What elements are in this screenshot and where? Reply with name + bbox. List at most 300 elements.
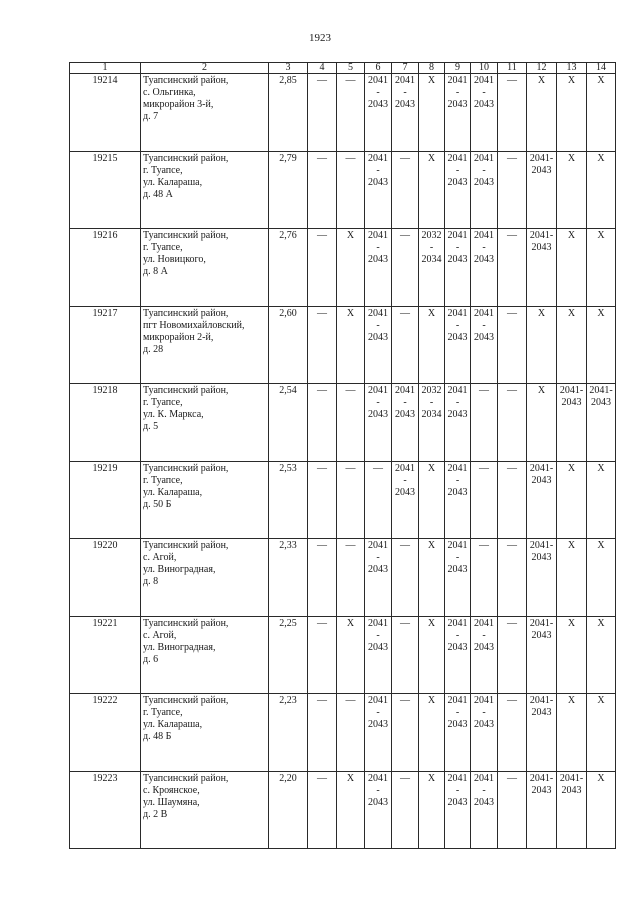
- address-line: ул. Калараша,: [143, 719, 203, 730]
- column-header-7: 7: [392, 63, 419, 74]
- table-row: [70, 74, 616, 152]
- value-cell-col-9: [445, 461, 471, 539]
- address-line: Туапсинский район,: [143, 75, 229, 86]
- value-line: —: [507, 617, 517, 629]
- value-line: —: [507, 152, 517, 164]
- value-cell-col-13: [557, 616, 587, 694]
- value-line: 2041-: [474, 230, 494, 253]
- value-cell-col-14: [587, 539, 616, 617]
- value-cell-col-10: [471, 694, 498, 772]
- value-line: —: [373, 462, 383, 474]
- value-cell-col-7: [392, 306, 419, 384]
- value-cell-col-14: [587, 229, 616, 307]
- row-number: 19217: [70, 306, 141, 384]
- value-line: 2043: [395, 99, 415, 110]
- header-row: [70, 63, 616, 74]
- value-cell-col-11: [498, 306, 527, 384]
- address-cell: [141, 616, 269, 694]
- value-line: 2041-: [368, 540, 388, 563]
- value-line: 2043: [531, 242, 552, 253]
- area-cell: 2,33: [269, 539, 308, 617]
- value-line: 2041-: [447, 772, 468, 796]
- value-cell-col-6: [365, 539, 392, 617]
- value-line: —: [400, 772, 410, 784]
- column-header-10: 10: [471, 63, 498, 74]
- value-line: 2041-: [447, 540, 468, 563]
- area-cell: 2,53: [269, 461, 308, 539]
- address-line: микрорайон 3-й,: [143, 99, 214, 110]
- value-line: —: [317, 152, 327, 164]
- value-line: 2043: [368, 796, 388, 808]
- value-line: 2043: [531, 474, 552, 486]
- value-line: 2041-: [368, 385, 388, 408]
- value-cell-col-13: [557, 539, 587, 617]
- value-line: 2041-: [474, 152, 494, 176]
- value-line: 2043: [447, 99, 468, 110]
- value-line: —: [317, 462, 327, 474]
- value-line: X: [597, 75, 605, 86]
- value-cell-col-10: [471, 616, 498, 694]
- value-cell-col-11: [498, 694, 527, 772]
- value-cell-col-12: [527, 306, 557, 384]
- value-line: 2043: [368, 254, 388, 265]
- address-cell: [141, 151, 269, 229]
- value-line: —: [400, 152, 410, 164]
- address-line: ул. Калараша,: [143, 176, 203, 188]
- address-line: ул. Виноградная,: [143, 641, 216, 653]
- value-line: —: [345, 462, 356, 474]
- address-line: микрорайон 2-й,: [143, 331, 214, 343]
- registry-table: [69, 62, 616, 849]
- value-cell-col-8: [419, 74, 445, 152]
- value-cell-col-7: [392, 461, 419, 539]
- value-cell-col-10: [471, 539, 498, 617]
- address-cell: [141, 384, 269, 462]
- value-line: X: [597, 540, 605, 551]
- value-cell-col-4: [308, 771, 337, 849]
- value-cell-col-5: [337, 151, 365, 229]
- value-line: —: [317, 540, 327, 551]
- area-cell: 2,85: [269, 74, 308, 152]
- value-cell-col-14: [587, 74, 616, 152]
- address-line: ул. Шаумяна,: [143, 796, 200, 808]
- value-cell-col-12: [527, 539, 557, 617]
- value-line: —: [345, 385, 356, 396]
- table-row: [70, 616, 616, 694]
- value-line: —: [507, 695, 517, 706]
- value-cell-col-6: [365, 384, 392, 462]
- table-row: [70, 151, 616, 229]
- table-row: [70, 384, 616, 462]
- value-cell-col-14: [587, 461, 616, 539]
- value-cell-col-14: [587, 616, 616, 694]
- value-cell-col-13: [557, 384, 587, 462]
- value-cell-col-5: [337, 74, 365, 152]
- row-number: 19215: [70, 151, 141, 229]
- value-line: 2041-: [447, 695, 468, 718]
- address-line: Туапсинский район,: [143, 617, 229, 629]
- value-cell-col-12: [527, 694, 557, 772]
- address-line: Туапсинский район,: [143, 695, 229, 706]
- value-line: 2043: [447, 409, 468, 420]
- address-cell: [141, 539, 269, 617]
- value-cell-col-10: [471, 461, 498, 539]
- value-line: 2043: [368, 331, 388, 343]
- value-line: X: [567, 462, 576, 474]
- value-line: X: [427, 617, 436, 629]
- value-cell-col-8: [419, 461, 445, 539]
- value-cell-col-7: [392, 151, 419, 229]
- address-line: ул. Виноградная,: [143, 564, 216, 575]
- value-cell-col-12: [527, 771, 557, 849]
- column-header-12: 12: [527, 63, 557, 74]
- address-cell: [141, 229, 269, 307]
- value-line: —: [317, 695, 327, 706]
- value-line: 2043: [474, 796, 494, 808]
- value-cell-col-5: [337, 616, 365, 694]
- value-cell-col-9: [445, 771, 471, 849]
- value-cell-col-13: [557, 771, 587, 849]
- row-number: 19221: [70, 616, 141, 694]
- value-cell-col-7: [392, 539, 419, 617]
- row-number: 19216: [70, 229, 141, 307]
- value-line: X: [346, 617, 355, 629]
- value-line: X: [537, 75, 546, 86]
- value-line: 2043: [447, 641, 468, 653]
- row-number: 19222: [70, 694, 141, 772]
- value-line: 2041-: [368, 75, 388, 98]
- value-line: 2041-: [559, 385, 584, 396]
- value-line: X: [427, 152, 436, 164]
- address-line: г. Туапсе,: [143, 164, 183, 176]
- value-cell-col-4: [308, 229, 337, 307]
- value-cell-col-4: [308, 539, 337, 617]
- value-cell-col-11: [498, 771, 527, 849]
- value-line: —: [507, 385, 517, 396]
- value-line: 2043: [474, 331, 494, 343]
- address-line: д. 6: [143, 653, 159, 665]
- area-cell: 2,79: [269, 151, 308, 229]
- value-cell-col-14: [587, 694, 616, 772]
- value-cell-col-11: [498, 384, 527, 462]
- table-row: [70, 461, 616, 539]
- value-cell-col-6: [365, 694, 392, 772]
- value-cell-col-8: [419, 306, 445, 384]
- value-line: 2041-: [368, 695, 388, 718]
- value-line: 2041-: [447, 307, 468, 331]
- value-cell-col-13: [557, 151, 587, 229]
- column-header-13: 13: [557, 63, 587, 74]
- area-cell: 2,54: [269, 384, 308, 462]
- value-line: 2041-: [447, 230, 468, 253]
- address-line: д. 28: [143, 343, 164, 355]
- value-cell-col-5: [337, 461, 365, 539]
- value-line: 2041-: [447, 617, 468, 641]
- value-line: 2041-: [474, 695, 494, 718]
- value-line: 2043: [561, 784, 582, 796]
- address-line: ул. Калараша,: [143, 486, 203, 498]
- address-line: с. Ольгинка,: [143, 87, 196, 98]
- value-line: X: [567, 230, 576, 241]
- value-line: 2043: [447, 331, 468, 343]
- value-line: 2041-: [474, 617, 494, 641]
- value-line: 2041-: [395, 75, 415, 98]
- value-cell-col-11: [498, 74, 527, 152]
- value-line: X: [346, 307, 355, 319]
- value-line: 2041-: [474, 75, 494, 98]
- row-number: 19220: [70, 539, 141, 617]
- address-line: д. 50 Б: [143, 498, 172, 510]
- address-line: д. 8: [143, 576, 159, 587]
- value-line: 2043: [368, 99, 388, 110]
- value-cell-col-10: [471, 771, 498, 849]
- value-cell-col-11: [498, 539, 527, 617]
- value-cell-col-13: [557, 229, 587, 307]
- value-cell-col-7: [392, 229, 419, 307]
- table-row: [70, 694, 616, 772]
- address-line: г. Туапсе,: [143, 474, 183, 486]
- value-line: —: [317, 230, 327, 241]
- table-row: [70, 539, 616, 617]
- value-cell-col-5: [337, 384, 365, 462]
- value-line: 2041-: [529, 772, 554, 784]
- value-cell-col-8: [419, 539, 445, 617]
- column-header-2: 2: [141, 63, 269, 74]
- value-cell-col-5: [337, 229, 365, 307]
- value-line: 2041-: [529, 462, 554, 474]
- value-cell-col-8: [419, 229, 445, 307]
- value-line: X: [537, 385, 546, 396]
- value-line: 2043: [531, 629, 552, 641]
- value-line: 2043: [447, 719, 468, 730]
- address-line: г. Туапсе,: [143, 242, 183, 253]
- value-cell-col-13: [557, 74, 587, 152]
- address-line: д. 8 А: [143, 266, 168, 277]
- value-cell-col-6: [365, 151, 392, 229]
- value-line: 2041-: [529, 695, 554, 706]
- value-line: —: [345, 540, 356, 551]
- column-header-5: 5: [337, 63, 365, 74]
- value-line: —: [400, 695, 410, 706]
- value-line: X: [597, 152, 605, 164]
- value-cell-col-11: [498, 616, 527, 694]
- value-line: 2041-: [447, 462, 468, 486]
- value-cell-col-10: [471, 306, 498, 384]
- value-cell-col-4: [308, 384, 337, 462]
- value-line: X: [597, 462, 605, 474]
- area-cell: 2,23: [269, 694, 308, 772]
- value-line: —: [479, 385, 489, 396]
- value-cell-col-4: [308, 694, 337, 772]
- value-line: X: [346, 772, 355, 784]
- value-line: —: [507, 75, 517, 86]
- value-cell-col-8: [419, 616, 445, 694]
- table-row: [70, 771, 616, 849]
- column-header-6: 6: [365, 63, 392, 74]
- value-cell-col-10: [471, 151, 498, 229]
- value-line: X: [537, 307, 546, 319]
- address-line: д. 48 Б: [143, 731, 172, 742]
- value-line: X: [567, 617, 576, 629]
- value-cell-col-14: [587, 384, 616, 462]
- address-line: Туапсинский район,: [143, 152, 229, 164]
- value-line: 2041-: [447, 75, 468, 98]
- value-cell-col-14: [587, 306, 616, 384]
- value-cell-col-4: [308, 151, 337, 229]
- value-line: —: [479, 462, 489, 474]
- value-cell-col-6: [365, 616, 392, 694]
- column-header-11: 11: [498, 63, 527, 74]
- address-line: Туапсинский район,: [143, 307, 229, 319]
- column-header-14: 14: [587, 63, 616, 74]
- table-body: [70, 63, 616, 849]
- address-line: с. Агой,: [143, 552, 177, 563]
- address-cell: [141, 461, 269, 539]
- address-line: д. 5: [143, 421, 159, 432]
- value-cell-col-14: [587, 151, 616, 229]
- value-line: —: [507, 230, 517, 241]
- value-line: 2043: [531, 164, 552, 176]
- address-line: пгт Новомихайловский,: [143, 319, 245, 331]
- address-line: ул. К. Маркса,: [143, 409, 204, 420]
- value-line: —: [400, 307, 410, 319]
- table-row: [70, 306, 616, 384]
- address-cell: [141, 771, 269, 849]
- value-cell-col-5: [337, 694, 365, 772]
- value-cell-col-5: [337, 306, 365, 384]
- column-header-4: 4: [308, 63, 337, 74]
- value-cell-col-4: [308, 74, 337, 152]
- value-line: 2043: [368, 409, 388, 420]
- value-line: 2043: [368, 719, 388, 730]
- address-line: с. Кроянское,: [143, 784, 200, 796]
- value-line: 2043: [447, 486, 468, 498]
- value-line: 2041-: [529, 152, 554, 164]
- value-cell-col-7: [392, 384, 419, 462]
- address-line: г. Туапсе,: [143, 707, 183, 718]
- value-line: 2041-: [447, 152, 468, 176]
- value-line: X: [567, 540, 576, 551]
- area-cell: 2,76: [269, 229, 308, 307]
- value-cell-col-4: [308, 616, 337, 694]
- value-line: X: [597, 695, 605, 706]
- value-line: 2041-: [529, 617, 554, 629]
- value-cell-col-9: [445, 384, 471, 462]
- value-line: 2032-: [421, 385, 442, 408]
- value-cell-col-10: [471, 384, 498, 462]
- value-line: X: [427, 462, 436, 474]
- value-cell-col-8: [419, 151, 445, 229]
- value-line: 2041-: [447, 385, 468, 408]
- value-line: X: [427, 695, 436, 706]
- value-cell-col-6: [365, 229, 392, 307]
- value-cell-col-5: [337, 539, 365, 617]
- value-line: 2043: [447, 796, 468, 808]
- value-line: 2043: [368, 641, 388, 653]
- value-line: 2041-: [395, 462, 415, 486]
- value-line: 2043: [531, 784, 552, 796]
- value-line: 2043: [447, 254, 468, 265]
- value-line: —: [507, 540, 517, 551]
- column-header-1: 1: [70, 63, 141, 74]
- value-line: 2043: [368, 176, 388, 188]
- value-cell-col-12: [527, 384, 557, 462]
- value-cell-col-10: [471, 229, 498, 307]
- value-cell-col-6: [365, 461, 392, 539]
- value-line: 2041-: [529, 540, 554, 551]
- table-row: [70, 229, 616, 307]
- value-line: —: [400, 617, 410, 629]
- value-cell-col-9: [445, 694, 471, 772]
- value-line: —: [479, 540, 489, 551]
- value-line: —: [345, 152, 356, 164]
- value-cell-col-7: [392, 694, 419, 772]
- value-line: 2041-: [368, 152, 388, 176]
- value-line: X: [597, 617, 605, 629]
- address-line: д. 7: [143, 111, 159, 122]
- value-line: 2041-: [395, 385, 415, 408]
- value-cell-col-8: [419, 694, 445, 772]
- row-number: 19219: [70, 461, 141, 539]
- value-line: —: [345, 695, 356, 706]
- area-cell: 2,20: [269, 771, 308, 849]
- value-cell-col-7: [392, 74, 419, 152]
- value-cell-col-6: [365, 74, 392, 152]
- value-cell-col-12: [527, 151, 557, 229]
- value-line: 2041-: [589, 385, 613, 396]
- value-cell-col-7: [392, 771, 419, 849]
- value-line: 2043: [591, 397, 611, 408]
- value-line: 2041-: [474, 307, 494, 331]
- value-line: —: [317, 75, 327, 86]
- value-cell-col-12: [527, 616, 557, 694]
- value-line: 2043: [474, 641, 494, 653]
- value-cell-col-8: [419, 384, 445, 462]
- address-line: Туапсинский район,: [143, 385, 229, 396]
- value-cell-col-7: [392, 616, 419, 694]
- address-cell: [141, 306, 269, 384]
- value-cell-col-12: [527, 229, 557, 307]
- value-line: X: [567, 307, 576, 319]
- address-line: д. 2 В: [143, 808, 168, 820]
- value-line: 2041-: [368, 307, 388, 331]
- value-cell-col-13: [557, 694, 587, 772]
- value-line: 2043: [395, 409, 415, 420]
- value-line: X: [346, 230, 355, 241]
- value-cell-col-6: [365, 306, 392, 384]
- column-header-8: 8: [419, 63, 445, 74]
- value-line: 2043: [474, 99, 494, 110]
- value-line: 2041-: [529, 230, 554, 241]
- value-line: —: [507, 772, 517, 784]
- value-line: —: [400, 540, 410, 551]
- value-line: 2032-: [421, 230, 442, 253]
- value-line: 2034: [421, 409, 442, 420]
- value-cell-col-9: [445, 306, 471, 384]
- column-header-9: 9: [445, 63, 471, 74]
- address-cell: [141, 694, 269, 772]
- address-cell: [141, 74, 269, 152]
- address-line: ул. Новицкого,: [143, 254, 206, 265]
- value-line: X: [597, 230, 605, 241]
- value-line: —: [317, 772, 327, 784]
- value-line: 2041-: [559, 772, 584, 784]
- value-line: —: [345, 75, 356, 86]
- value-line: 2043: [368, 564, 388, 575]
- area-cell: 2,25: [269, 616, 308, 694]
- value-cell-col-12: [527, 74, 557, 152]
- column-header-3: 3: [269, 63, 308, 74]
